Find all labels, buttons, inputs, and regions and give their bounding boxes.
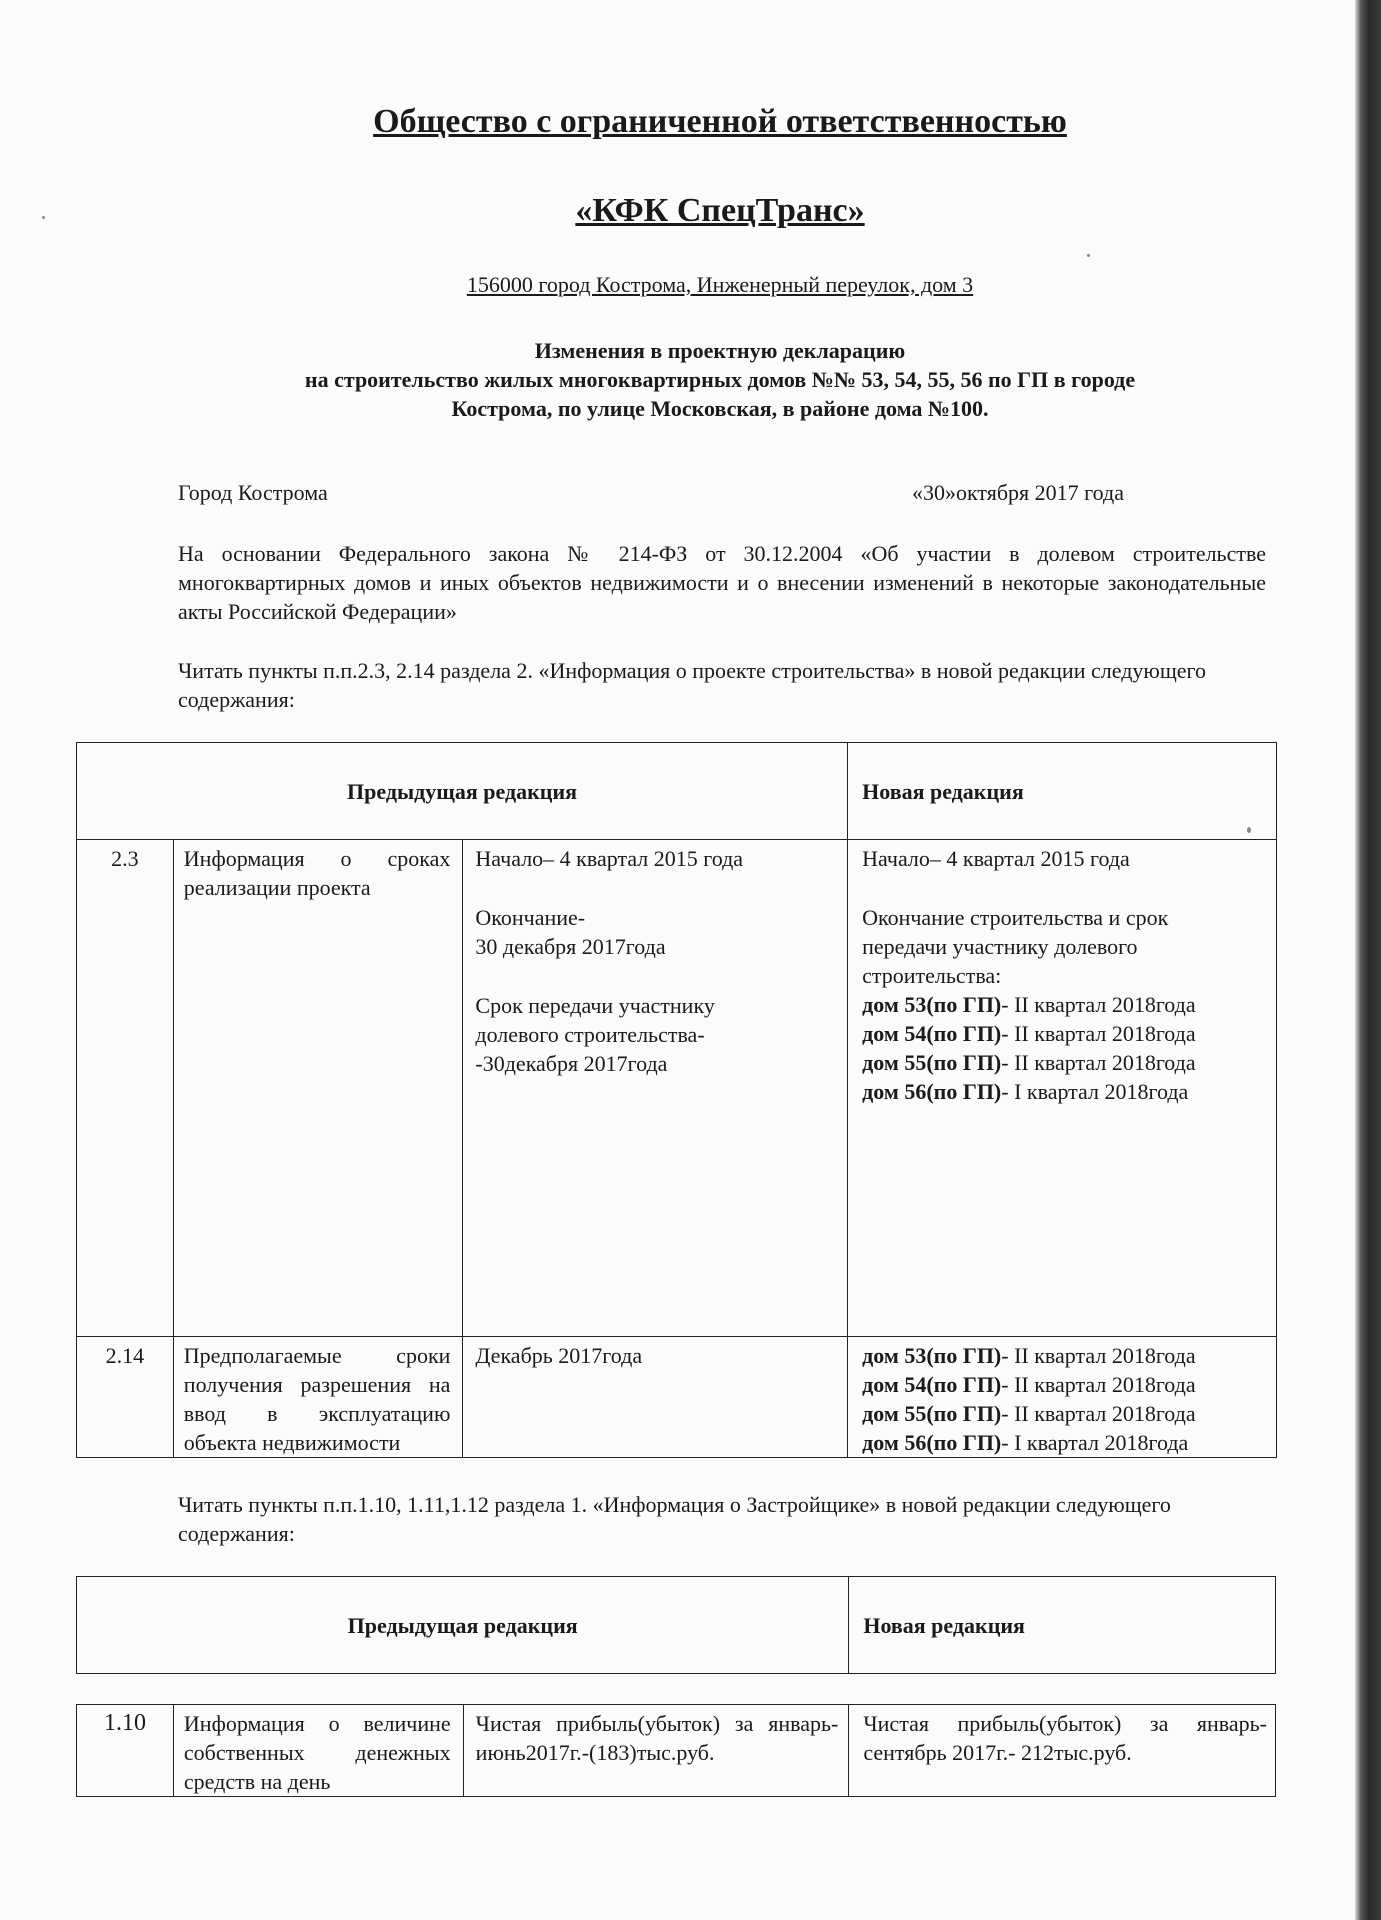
org-type-heading: Общество с ограниченной ответственностью [373,103,1067,140]
section2-table-header [77,743,1277,840]
house-name: дом 54(по ГП) [862,1372,1002,1397]
row-info: Информация о сроках реализации проекта [173,840,463,1337]
declaration-line-2: на строительство жилых многоквартирных домов №№ 53, 54, 55, 56 по ГП в городе [304,367,1136,392]
house-name: дом 55(по ГП) [862,1401,1002,1426]
declaration-line-1: Изменения в проектную декларацию [534,338,906,363]
row-number: 2.14 [77,1337,174,1458]
document-date: «30»октября 2017 года [912,480,1124,505]
company-address: 156000 город Кострома, Инженерный переулок, дом 3 [466,272,974,297]
house-name: дом 56(по ГП) [862,1430,1002,1455]
house-line [862,1048,1268,1077]
row-previous [463,840,848,1337]
new-start: Начало– 4 квартал 2015 года [862,846,1130,871]
house-line [862,1428,1268,1457]
section1-table [76,1704,1276,1797]
house-term: - I квартал 2018года [1001,1430,1189,1455]
prev-transfer: Срок передачи участнику долевого строительства- [475,993,715,1047]
row-previous: Декабрь 2017года [463,1337,848,1458]
company-name-heading: «КФК СпецТранс» [575,192,865,229]
house-name: дом 53(по ГП) [862,1343,1002,1368]
row-info: Информация о величине собственных денежных средств на день [173,1705,463,1797]
scan-edge-shadow [1355,0,1381,1920]
house-name: дом 56(по ГП) [862,1079,1002,1104]
header-new-edition: Новая редакция [849,1577,1276,1674]
scan-speck [1247,827,1251,833]
place-label: Город Кострома [178,480,328,505]
section1-header-table [76,1576,1276,1674]
house-line [862,990,1268,1019]
house-name: дом 54(по ГП) [862,1021,1002,1046]
new-end-text: Окончание строительства и срок передачи участнику долевого строительства: [862,905,1169,988]
prev-transfer-date: -30декабря 2017года [475,1051,668,1076]
prev-end-label: Окончание- [475,905,586,930]
house-term: - II квартал 2018года [1001,992,1196,1017]
declaration-title [170,336,1270,423]
house-name: дом 55(по ГП) [862,1050,1002,1075]
table-row [77,1337,1277,1458]
section2-intro: Читать пункты п.п.2.3, 2.14 раздела 2. «Информация о проекте строительства» в новой редакции следующего содержания: [178,658,1207,712]
table-row [77,840,1277,1337]
row-new: Чистая прибыль(убыток) за январь-сентябрь 2017г.- 212тыс.руб. [849,1705,1276,1797]
house-line [862,1341,1268,1370]
section1-table-header [77,1577,1276,1674]
house-line [862,1399,1268,1428]
section1-intro: Читать пункты п.п.1.10, 1.11,1.12 раздела 1. «Информация о Застройщике» в новой редакции следующего содержания: [178,1492,1171,1546]
house-term: - I квартал 2018года [1001,1079,1189,1104]
house-term: - II квартал 2018года [1001,1050,1196,1075]
header-previous-edition: Предыдущая редакция [77,743,848,840]
prev-end-date: 30 декабря 2017года [475,934,666,959]
legal-basis-paragraph: На основании Федерального закона № 214-ФЗ от 30.12.2004 «Об участии в долевом строительстве многоквартирных домов и иных объектов недвижимости и о внесении изменений в некоторые законодательные акты Российской Федерации» [178,541,1266,624]
house-term: - II квартал 2018года [1001,1343,1196,1368]
row-previous: Чистая прибыль(убыток) за январь-июнь2017г.-(183)тыс.руб. [463,1705,849,1797]
house-line [862,1370,1268,1399]
row-new [848,840,1277,1337]
header-previous-edition: Предыдущая редакция [77,1577,849,1674]
house-term: - II квартал 2018года [1001,1401,1196,1426]
row-number: 2.3 [77,840,174,1337]
row-number: 1.10 [77,1705,174,1797]
house-term: - II квартал 2018года [1001,1021,1196,1046]
house-name: дом 53(по ГП) [862,992,1002,1017]
house-line [862,1077,1268,1106]
house-term: - II квартал 2018года [1001,1372,1196,1397]
row-new [848,1337,1277,1458]
section2-table [76,742,1277,1458]
house-line [862,1019,1268,1048]
scan-speck [42,216,45,219]
header-new-edition: Новая редакция [848,743,1277,840]
declaration-line-3: Кострома, по улице Московская, в районе дома №100. [451,396,989,421]
table-row [77,1705,1276,1797]
prev-start: Начало– 4 квартал 2015 года [475,846,744,871]
row-info: Предполагаемые сроки получения разрешения на ввод в эксплуатацию объекта недвижимости [173,1337,463,1458]
scan-speck [1087,254,1090,257]
